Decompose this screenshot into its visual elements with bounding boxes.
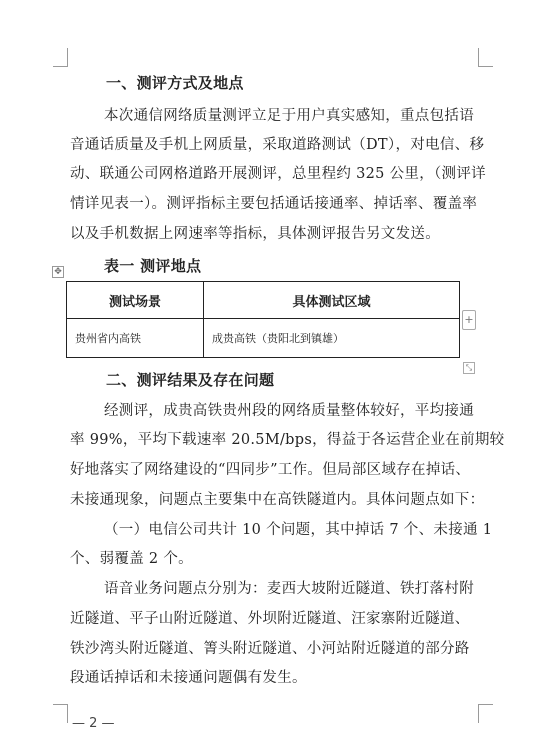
- table-cell: 成贵高铁（贵阳北到镇雄）: [204, 319, 460, 358]
- table-cell: 贵州省内高铁: [67, 319, 204, 358]
- section1-line: 本次通信网络质量测评立足于用户真实感知，重点包括语: [104, 108, 474, 124]
- section1-line: 动、联通公司网格道路开展测评，总里程约 325 公里，（测评详: [70, 166, 486, 182]
- section2-line: 段通话掉话和未接通问题偶有发生。: [70, 670, 307, 686]
- section1-heading: 一、测评方式及地点: [106, 74, 244, 92]
- section2-line: 未接通现象，问题点主要集中在高铁隧道内。具体问题点如下：: [70, 492, 485, 508]
- section2-line: （一）电信公司共计 10 个问题，其中掉话 7 个、未接通 1: [104, 522, 493, 538]
- section2-line: 好地落实了网络建设的“四同步”工作。但局部区域存在掉话、: [70, 462, 471, 478]
- table-header-cell: 具体测试区域: [204, 282, 460, 319]
- page-number: — 2 —: [72, 716, 115, 731]
- table-header-row: [67, 282, 460, 319]
- table-header-cell: 测试场景: [67, 282, 204, 319]
- crop-mark-top-left: [53, 48, 68, 67]
- crop-mark-top-right: [478, 48, 493, 67]
- section2-line: 个、弱覆盖 2 个。: [70, 551, 193, 567]
- section2-line: 语音业务问题点分别为：麦西大坡附近隧道、铁打落村附: [104, 581, 474, 597]
- section2-line: 近隧道、平子山附近隧道、外坝附近隧道、汪家寨附近隧道、: [70, 611, 470, 627]
- section2-line: 率 99%，平均下载速率 20.5M/bps，得益于各运营企业在前期较: [70, 432, 505, 448]
- table-caption: 表一 测评地点: [104, 257, 202, 275]
- section2-line: 铁沙湾头附近隧道、箐头附近隧道、小河站附近隧道的部分路: [70, 641, 470, 657]
- table-row: [67, 319, 460, 358]
- add-column-button[interactable]: +: [462, 310, 476, 330]
- crop-mark-bottom-right: [478, 704, 493, 723]
- section2-line: 经测评，成贵高铁贵州段的网络质量整体较好，平均接通: [104, 403, 474, 419]
- location-table: [66, 281, 460, 358]
- section1-line: 以及手机数据上网速率等指标，具体测评报告另文发送。: [70, 226, 440, 242]
- crop-mark-bottom-left: [53, 704, 68, 723]
- section2-heading: 二、测评结果及存在问题: [106, 371, 275, 389]
- section1-line: 情详见表一）。测评指标主要包括通话接通率、掉话率、覆盖率: [70, 196, 478, 212]
- table-resize-handle-icon[interactable]: ⤡: [463, 362, 475, 374]
- section1-line: 音通话质量及手机上网质量，采取道路测试（DT），对电信、移: [70, 137, 485, 153]
- table-move-handle-icon[interactable]: ✥: [52, 266, 64, 278]
